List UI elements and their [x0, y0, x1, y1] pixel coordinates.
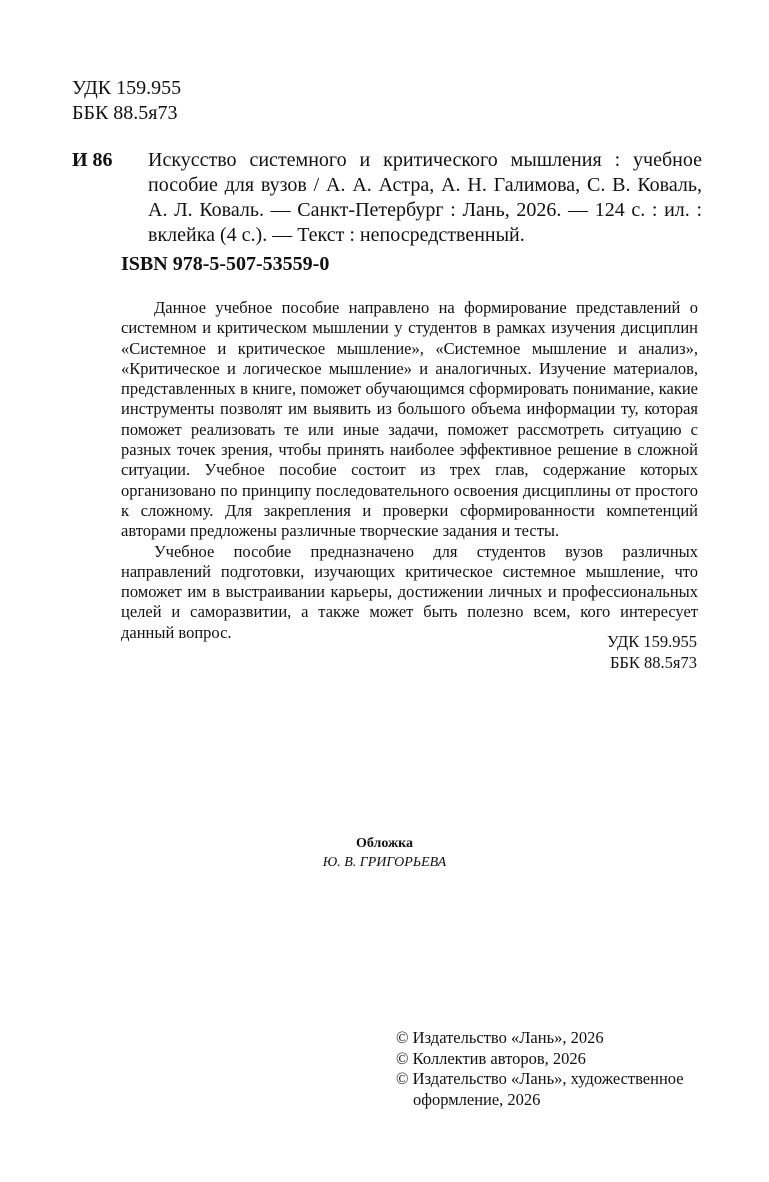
cover-designer: Ю. В. ГРИГОРЬЕВА — [322, 855, 447, 870]
bbk-code: ББК 88.5я73 — [72, 102, 178, 124]
bbk-code: ББК 88.5я73 — [609, 652, 697, 672]
cover-credit — [0, 834, 769, 872]
udk-code: УДК 159.955 — [72, 77, 182, 99]
abstract-paragraph: Данное учебное пособие направлено на формирование представлений о системном и критическом мышлении у студентов в рамках изучения дисциплин «Системное и критическое мышление», «Системное мышление и анализ», «Критическое и логическое мышление» и аналогичных. Изучение материалов, представленных в книге, поможет обучающимся сформировать понимание, какие инструменты позволят им выявить из большого объема информации ту, которая поможет реализовать те или иные задачи, поможет рассмотреть ситуацию с разных точек зрения, чтобы принять наиболее эффективное решение в сложной ситуации. Учебное пособие состоит из трех глав, содержание которых организовано по принципу последовательного освоения дисциплины от простого к сложному. Для закрепления и проверки сформированности компетенций авторами предложены различные творческие задания и тесты. — [121, 298, 698, 541]
classification-codes-top — [72, 76, 181, 126]
abstract-paragraph: Учебное пособие предназначено для студентов вузов различных направлений подготовки, изучающих критическое системное мышление, что поможет им в выстраивании карьеры, достижении личных и профессиональных целей и саморазвитии, а также может быть полезно всем, кого интересует данный вопрос. — [121, 541, 698, 642]
copyright-line: © Издательство «Лань», художественное оформление, 2026 — [396, 1069, 684, 1109]
copyright-line: © Издательство «Лань», 2026 — [396, 1028, 604, 1047]
udk-code: УДК 159.955 — [606, 632, 697, 651]
isbn: ISBN 978-5-507-53559-0 — [121, 253, 330, 275]
author-mark: И 86 — [72, 149, 113, 171]
copyright-block — [396, 1028, 716, 1110]
bibliographic-entry — [72, 148, 702, 248]
cover-label: Обложка — [355, 836, 414, 851]
copyright-line: © Коллектив авторов, 2026 — [396, 1048, 586, 1068]
bibliographic-description: Искусство системного и критического мышления : учебное пособие для вузов / А. А. Астра, А. Н. Галимова, С. В. Коваль, А. Л. Коваль. — Санкт-Петербург : Лань, 2026. — 124 с. : ил. : вклейка (4 с.). — Текст : непосредственный. — [148, 149, 702, 246]
abstract — [121, 298, 698, 643]
classification-codes-bottom — [607, 632, 697, 673]
